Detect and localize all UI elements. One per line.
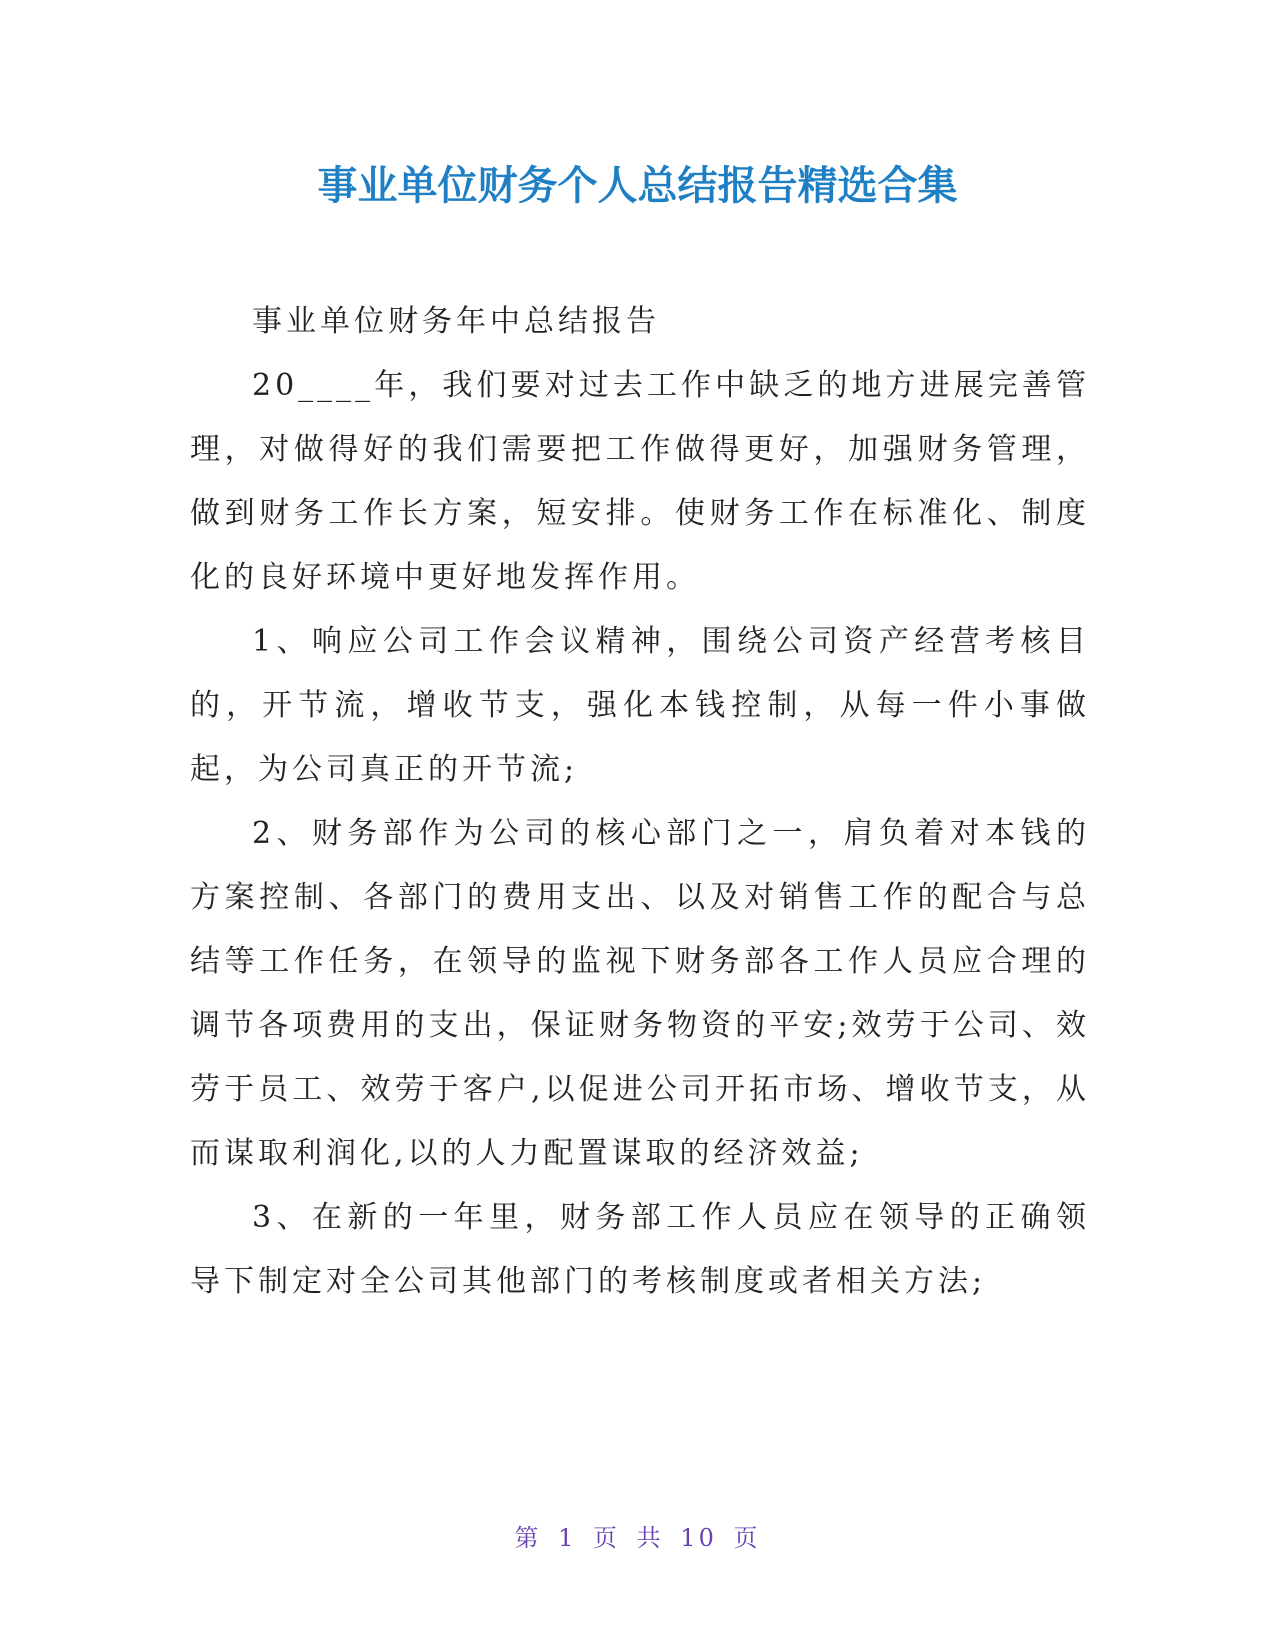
intro-paragraph: 20____年，我们要对过去工作中缺乏的地方进展完善管理，对做得好的我们需要把工作做得更好，加强财务管理，做到财务工作长方案，短安排。使财务工作在标准化、制度化的良好环境中更好地发挥作用。	[190, 368, 1090, 595]
item-3-paragraph: 3、在新的一年里，财务部工作人员应在领导的正确领导下制定对全公司其他部门的考核制度或者相关方法;	[190, 1200, 1090, 1299]
document-title: 事业单位财务个人总结报告精选合集	[317, 163, 958, 209]
item-2-paragraph: 2、财务部作为公司的核心部门之一，肩负着对本钱的方案控制、各部门的费用支出、以及对销售工作的配合与总结等工作任务，在领导的监视下财务部各工作人员应合理的调节各项费用的支出，保证财务物资的平安;效劳于公司、效劳于员工、效劳于客户,以促进公司开拓市场、增收节支，从而谋取利润化,以的人力配置谋取的经济效益;	[190, 816, 1090, 1171]
page-number-footer: 第 1 页 共 10 页	[514, 1524, 761, 1552]
section-heading: 事业单位财务年中总结报告	[252, 304, 660, 339]
document-body	[190, 290, 1090, 1314]
item-1-paragraph: 1、响应公司工作会议精神，围绕公司资产经营考核目的，开节流，增收节支，强化本钱控制，从每一件小事做起，为公司真正的开节流;	[190, 624, 1090, 787]
